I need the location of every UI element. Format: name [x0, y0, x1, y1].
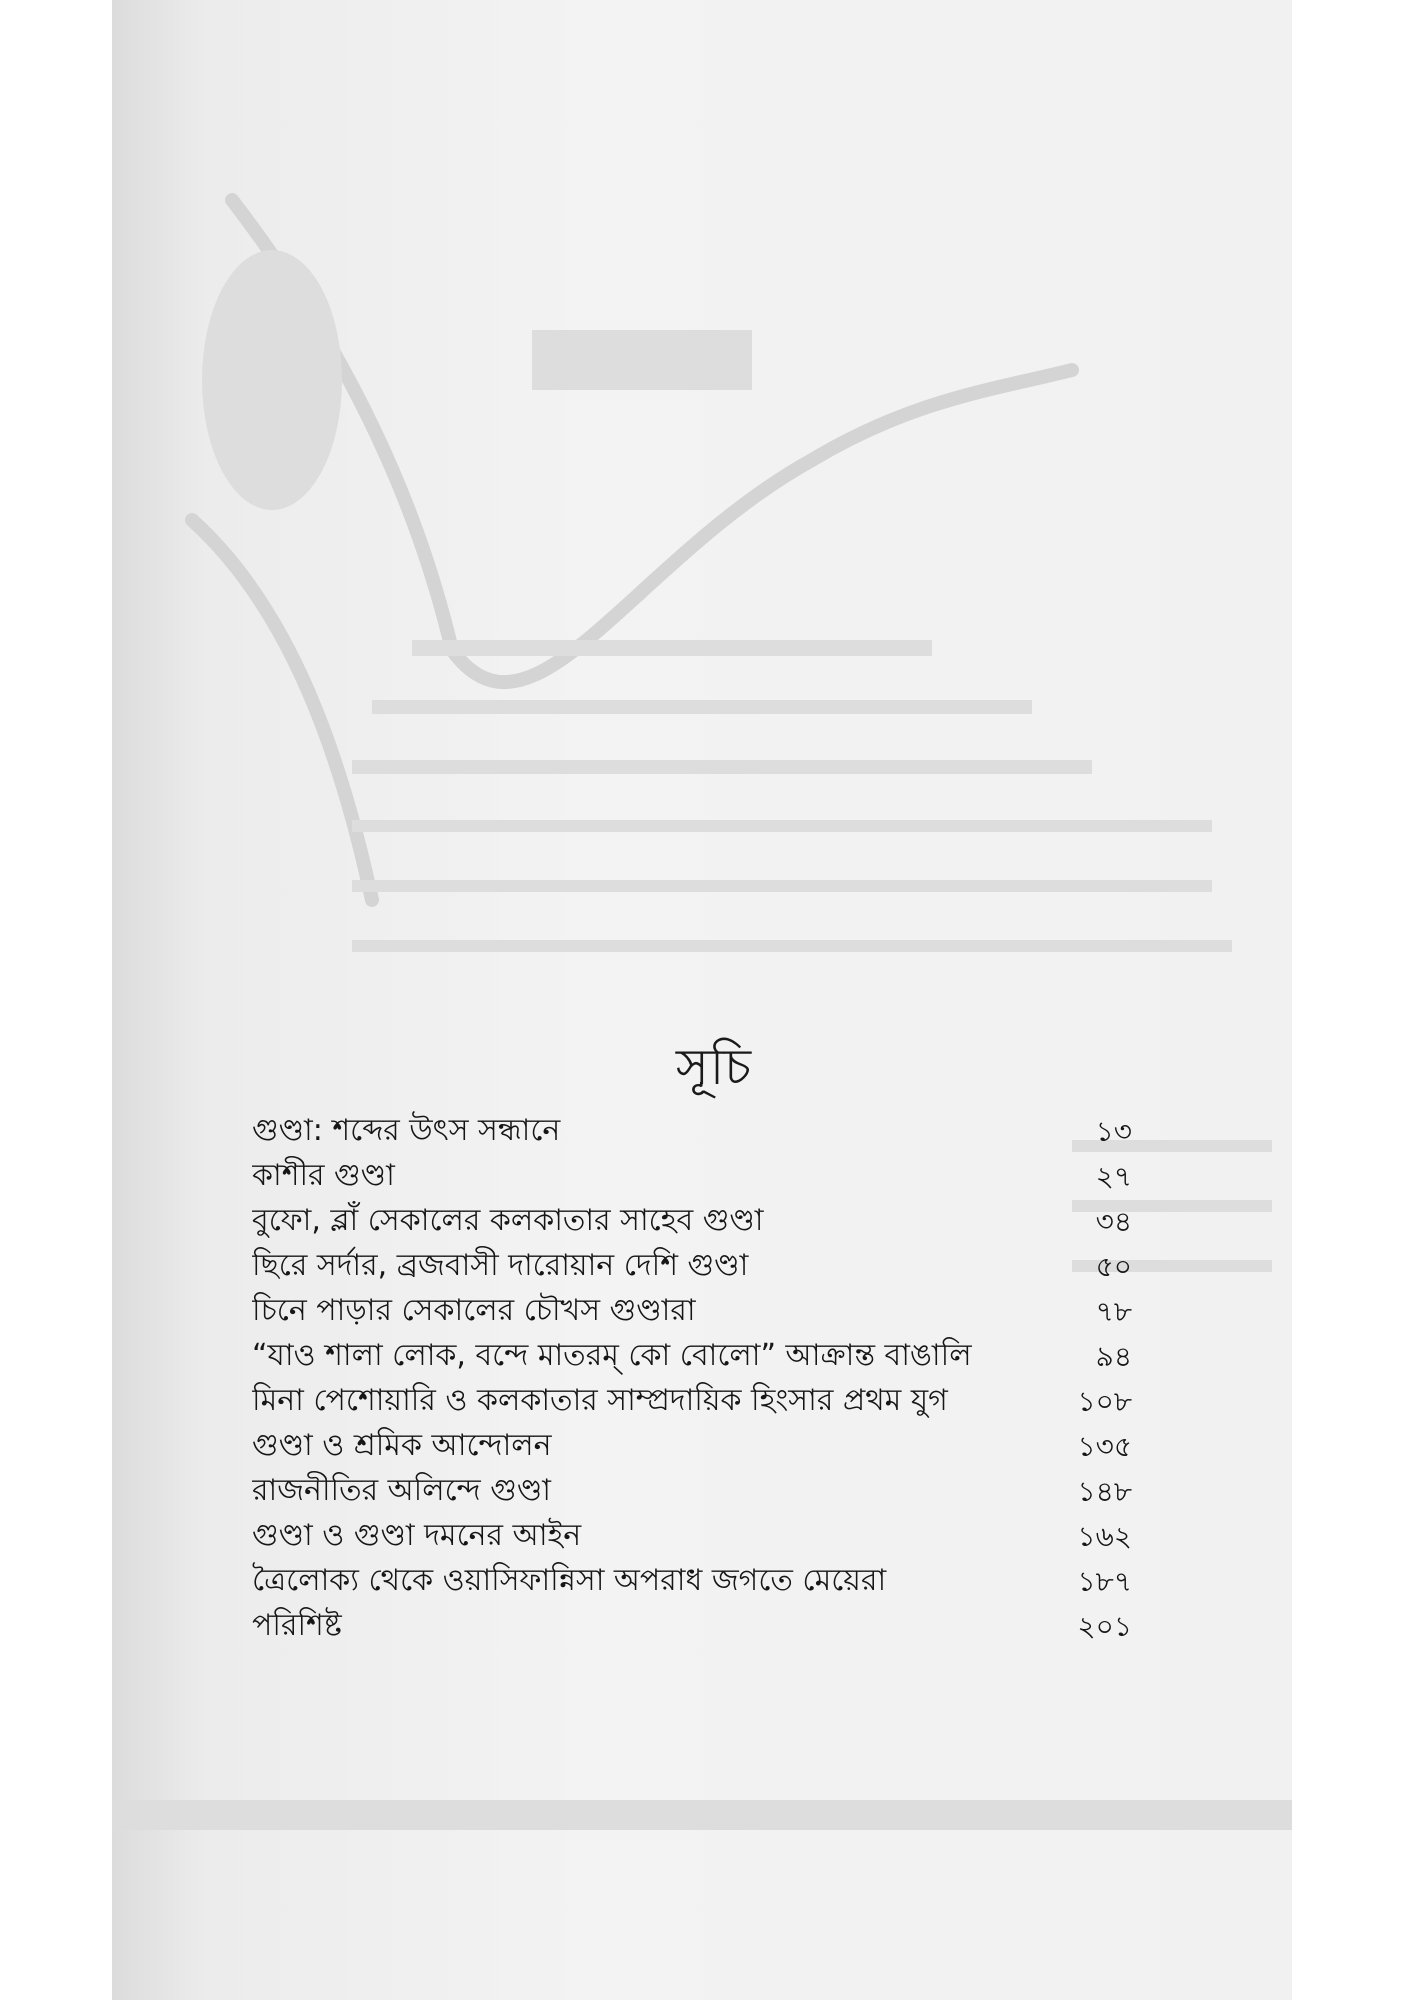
ghost-illustration [112, 0, 1292, 2000]
toc-entry-title: গুণ্ডা ও শ্রমিক আন্দোলন [252, 1428, 552, 1463]
toc-entry-title: গুণ্ডা: শব্দের উৎস সন্ধানে [252, 1113, 561, 1148]
toc-entry-title: কাশীর গুণ্ডা [252, 1158, 395, 1193]
toc-entry-title: বুফো, ব্লাঁ সেকালের কলকাতার সাহেব গুণ্ডা [252, 1203, 764, 1238]
toc-entry-title: ত্রৈলোক্য থেকে ওয়াসিফান্নিসা অপরাধ জগতে মেয়েরা [252, 1563, 887, 1598]
toc-entry-page: ১৬২ [1077, 1520, 1132, 1553]
toc-entry-title: মিনা পেশোয়ারি ও কলকাতার সাম্প্রদায়িক হিংসার প্রথম যুগ [252, 1383, 948, 1418]
toc-entry-page: ৫০ [1095, 1250, 1132, 1283]
book-page [112, 0, 1292, 2000]
toc-entry-title: ছিরে সর্দার, ব্রজবাসী দারোয়ান দেশি গুণ্ডা [252, 1248, 749, 1283]
toc-entry-title: চিনে পাড়ার সেকালের চৌখস গুণ্ডারা [252, 1293, 696, 1328]
toc-entry-page: ১০৮ [1077, 1385, 1132, 1418]
toc-entry-page: ২৭ [1095, 1160, 1132, 1193]
toc-entry-title: গুণ্ডা ও গুণ্ডা দমনের আইন [252, 1518, 582, 1553]
table-of-contents [252, 1112, 1132, 1652]
toc-entry[interactable] [252, 1607, 1132, 1652]
toc-entry-page: ১৪৮ [1077, 1475, 1132, 1508]
toc-entry-page: ৯৪ [1095, 1340, 1132, 1373]
toc-entry-page: ১৮৭ [1077, 1565, 1132, 1598]
toc-entry-title: পরিশিষ্ট [252, 1608, 342, 1643]
toc-entry-page: ৭৮ [1095, 1295, 1132, 1328]
toc-entry-page: ১৩ [1095, 1115, 1132, 1148]
toc-entry-title: রাজনীতির অলিন্দে গুণ্ডা [252, 1473, 551, 1508]
toc-entry-page: ২০১ [1077, 1610, 1132, 1643]
toc-entry-page: ৩৪ [1095, 1205, 1132, 1238]
toc-entry-title: “যাও শালা লোক, বন্দে মাতরম্ কো বোলো” আক্রান্ত বাঙালি [252, 1338, 972, 1373]
toc-title: সূচি [675, 1038, 753, 1096]
toc-entry-page: ১৩৫ [1077, 1430, 1132, 1463]
